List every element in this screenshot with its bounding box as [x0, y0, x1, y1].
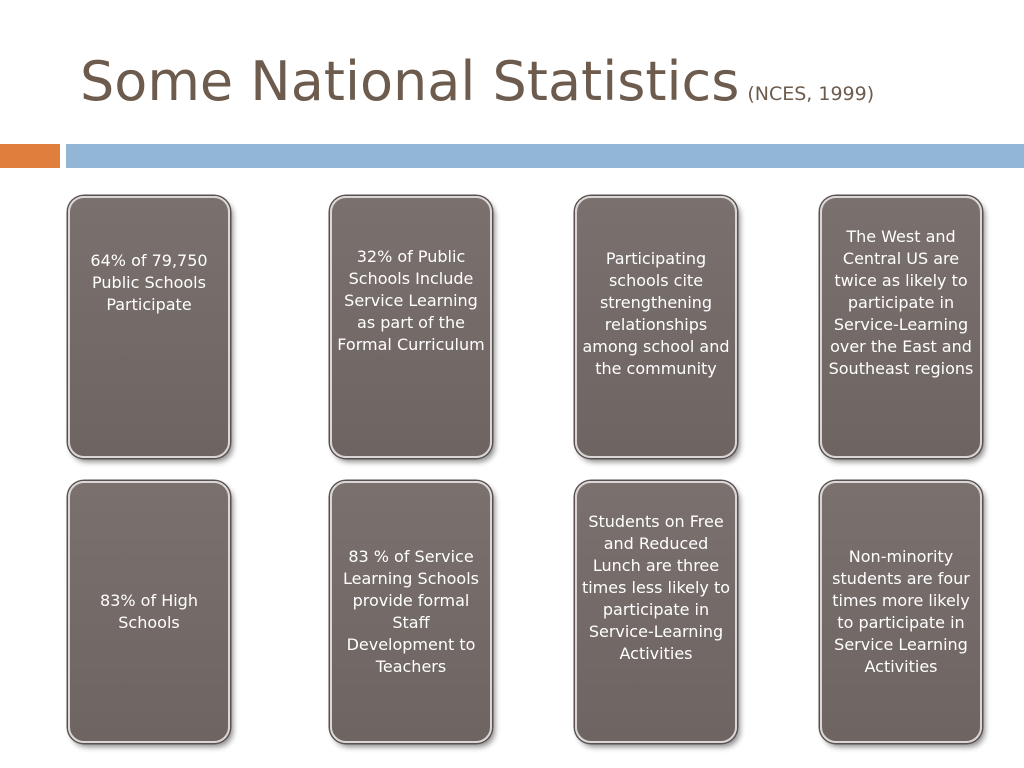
blue-accent-band: [66, 144, 1024, 168]
stat-card-text: 83% of High Schools: [100, 591, 198, 632]
stat-card-free-reduced-lunch: [575, 481, 737, 743]
stat-card-non-minority: [820, 481, 982, 743]
stat-card-text: The West and Central US are twice as likely to participate in Service-Learning over the East and Southeast regions: [828, 227, 974, 378]
stat-card-public-schools-participate: [68, 196, 230, 458]
slide-title: [80, 50, 874, 126]
title-text: Some National Statistics: [80, 50, 740, 113]
stat-card-regions: [820, 196, 982, 458]
orange-accent-band: [0, 144, 60, 168]
stat-card-text: Participating schools cite strengthening relationships among school and the community: [582, 249, 730, 378]
stat-card-high-schools: [68, 481, 230, 743]
stat-card-text: Non-minority students are four times more likely to participate in Service Learning Activities: [832, 547, 970, 676]
stat-card-text: 64% of 79,750 Public Schools Participate: [90, 251, 208, 314]
stat-card-staff-development: [330, 481, 492, 743]
stat-card-text: 83 % of Service Learning Schools provide formal Staff Development to Teachers: [343, 547, 479, 676]
stat-card-text: Students on Free and Reduced Lunch are three times less likely to participate in Service-Learning Activities: [581, 512, 731, 663]
stat-card-formal-curriculum: [330, 196, 492, 458]
stat-card-text: 32% of Public Schools Include Service Learning as part of the Formal Curriculum: [337, 247, 485, 354]
title-citation: (NCES, 1999): [747, 83, 875, 105]
stat-card-relationships: [575, 196, 737, 458]
